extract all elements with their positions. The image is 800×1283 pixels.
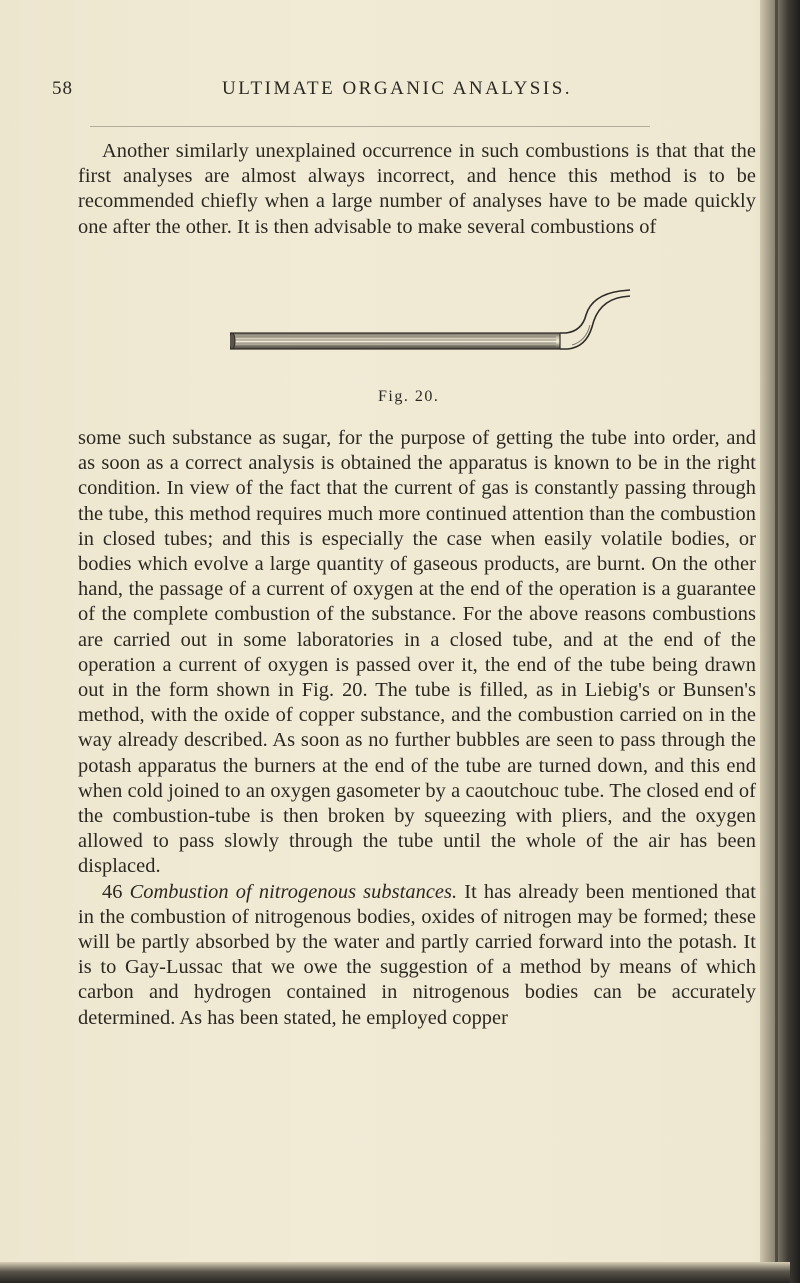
page-header [52,78,742,108]
page-bottom-edge [0,1262,790,1283]
running-head: ULTIMATE ORGANIC ANALYSIS. [221,78,573,99]
paragraph: some such substance as sugar, for the purpose of getting the tube into order, and as soon as a correct analysis is obtained the apparatus is known to be in the right condition. In view of the fact that the current of gas is constantly passing through the tube, this method requires much more continued attention than the combustion in closed tubes; and this is especially the case when easily volatile bodies, or bodies which evolve a large quantity of gaseous products, are burnt. On the other hand, the passage of a current of oxygen at the end of the operation is a guarantee of the complete combustion of the substance. For the above reasons combustions are carried out in some laboratories in a closed tube, and at the end of the operation a current of oxygen is passed over it, the end of the tube being drawn out in the form shown in Fig. 20. The tube is filled, as in Liebig's or Bunsen's method, with the oxide of copper substance, and the combustion carried on in the way already described. As soon as no further bubbles are seen to pass through the potash apparatus the burners at the end of the tube are turned down, and this end when cold joined to an oxygen gasometer by a caoutchouc tube. The closed end of the combustion-tube is then broken by squeezing with pliers, and the oxygen allowed to pass slowly through the tube until the whole of the air has been displaced. [78,427,756,878]
section-46 [78,880,756,1031]
header-rule [90,126,650,127]
section-text: It has already been mentioned that in the combustion of nitrogenous bodies, oxides of nitrogen may be formed; these will be partly absorbed by the water and partly carried forward into the potash. It is to Gay-Lussac that we owe the suggestion of a method by means of which carbon and hydrogen contained in nitrogenous bodies can be accurately determined. As has been stated, he employed copper [78,880,756,1029]
top-text-block [78,139,756,240]
combustion-tube-icon [230,285,800,385]
section-number: 46 [102,880,123,903]
book-spine-shadow [760,0,800,1283]
paragraph: Another similarly unexplained occurrence in such combustions is that that the first analyses are almost always incorrect, and hence this method is to be recommended chiefly when a large number of analyses have to be made quickly one after the other. It is then advisable to make several combustions of [78,140,756,238]
book-spine-edge [775,0,778,1283]
page-number: 58 [52,78,73,99]
bottom-text-block [78,426,756,1031]
section-title: Combustion of nitrogenous substances. [129,880,458,903]
figure-caption: Fig. 20. [378,388,440,405]
